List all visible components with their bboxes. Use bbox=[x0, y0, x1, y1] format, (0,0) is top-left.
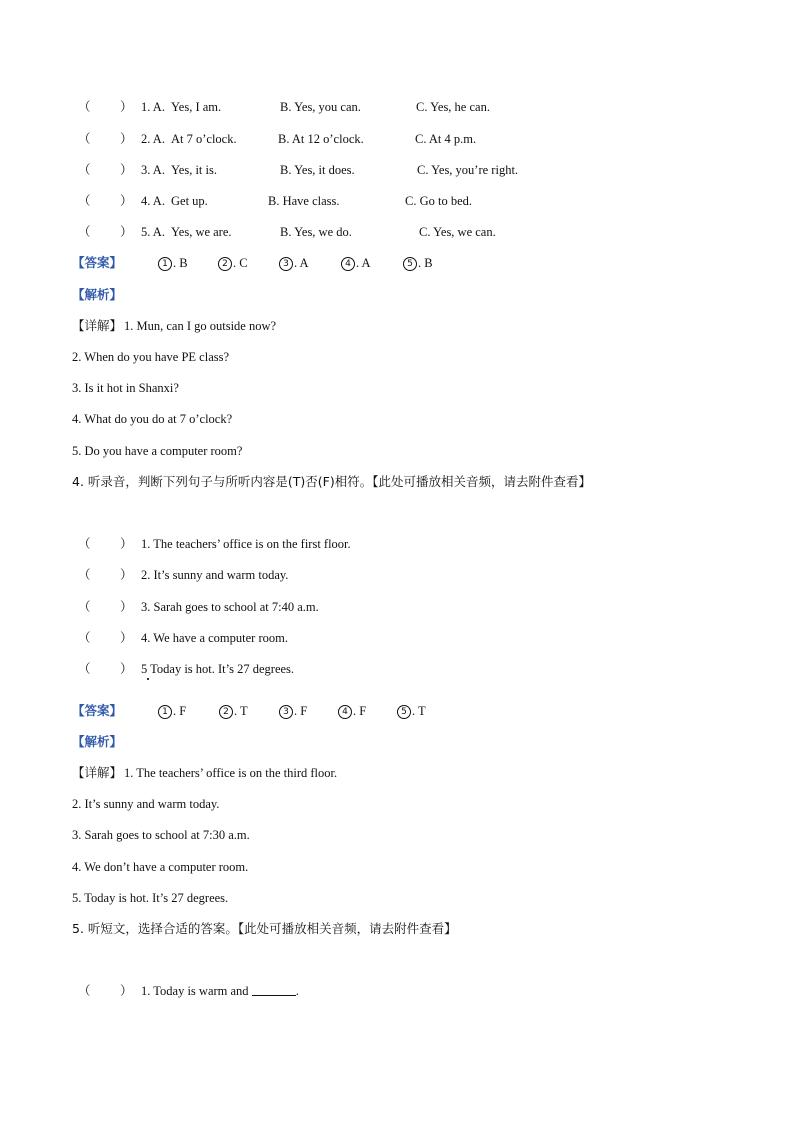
option-c: C. At 4 p.m. bbox=[415, 132, 477, 146]
option-a: Get up. bbox=[171, 194, 208, 208]
answer-value: . F bbox=[353, 704, 367, 718]
answer-5 bbox=[403, 255, 433, 271]
analysis-label: 【解析】 bbox=[72, 734, 123, 749]
answer-value: . B bbox=[418, 256, 433, 270]
close-paren: ） bbox=[120, 224, 133, 239]
open-paren: （ bbox=[78, 99, 91, 114]
question-number: 2. A. bbox=[141, 132, 165, 146]
answer-3 bbox=[279, 255, 309, 271]
option-b: B. Yes, we do. bbox=[280, 225, 352, 239]
close-paren: ） bbox=[120, 599, 133, 614]
answer-value: . F bbox=[294, 704, 308, 718]
answer-blank bbox=[252, 984, 296, 996]
section-heading: 5. 听短文，选择合适的答案。【此处可播放相关音频，请去附件查看】 bbox=[72, 921, 457, 936]
detail-text: 2. It’s sunny and warm today. bbox=[72, 797, 220, 811]
detail-text: 1. Mun, can I go outside now? bbox=[124, 319, 277, 333]
answer-5 bbox=[397, 703, 426, 719]
open-paren: （ bbox=[78, 661, 91, 676]
option-b: B. At 12 o’clock. bbox=[278, 132, 364, 146]
detail-text: 2. When do you have PE class? bbox=[72, 350, 230, 364]
question-text-with-blank bbox=[141, 983, 299, 999]
question-text: 1. The teachers’ office is on the first floor. bbox=[141, 537, 351, 551]
option-a: Yes, it is. bbox=[171, 163, 217, 177]
circled-number: 4 bbox=[341, 257, 355, 271]
analysis-label: 【解析】 bbox=[72, 287, 123, 302]
detail-label: 【详解】 bbox=[72, 765, 123, 780]
circled-number: 4 bbox=[338, 705, 352, 719]
answer-4 bbox=[338, 703, 366, 719]
answer-2 bbox=[219, 703, 248, 719]
close-paren: ） bbox=[120, 661, 133, 676]
open-paren: （ bbox=[78, 983, 91, 998]
open-paren: （ bbox=[78, 131, 91, 146]
answer-3 bbox=[279, 703, 307, 719]
question-text: 2. It’s sunny and warm today. bbox=[141, 568, 289, 582]
open-paren: （ bbox=[78, 567, 91, 582]
circled-number: 2 bbox=[218, 257, 232, 271]
option-b: B. Yes, it does. bbox=[280, 163, 355, 177]
answer-label: 【答案】 bbox=[72, 255, 123, 270]
close-paren: ） bbox=[120, 162, 133, 177]
answer-1 bbox=[158, 703, 186, 719]
answer-value: . B bbox=[173, 256, 188, 270]
detail-text: 4. We don’t have a computer room. bbox=[72, 860, 249, 874]
detail-text: 3. Sarah goes to school at 7:30 a.m. bbox=[72, 828, 250, 842]
close-paren: ） bbox=[120, 983, 133, 998]
question-number: 1. A. bbox=[141, 100, 165, 114]
circled-number: 1 bbox=[158, 705, 172, 719]
answer-value: . T bbox=[412, 704, 426, 718]
question-text: 1. Today is warm and bbox=[141, 984, 249, 998]
answer-value: . C bbox=[233, 256, 248, 270]
answer-value: . T bbox=[234, 704, 248, 718]
close-paren: ） bbox=[120, 567, 133, 582]
answer-value: . A bbox=[356, 256, 371, 270]
open-paren: （ bbox=[78, 193, 91, 208]
close-paren: ） bbox=[120, 193, 133, 208]
open-paren: （ bbox=[78, 224, 91, 239]
answer-label: 【答案】 bbox=[72, 703, 123, 718]
answer-4 bbox=[341, 255, 371, 271]
option-c: C. Yes, he can. bbox=[416, 100, 490, 114]
question-number: 3. A. bbox=[141, 163, 165, 177]
close-paren: ） bbox=[120, 99, 133, 114]
answer-2 bbox=[218, 255, 248, 271]
detail-text: 3. Is it hot in Shanxi? bbox=[72, 381, 179, 395]
circled-number: 1 bbox=[158, 257, 172, 271]
circled-number: 5 bbox=[397, 705, 411, 719]
circled-number: 5 bbox=[403, 257, 417, 271]
answer-value: . A bbox=[294, 256, 309, 270]
option-a: At 7 o’clock. bbox=[171, 132, 237, 146]
detail-text: 1. The teachers’ office is on the third floor. bbox=[124, 766, 338, 780]
detail-text: 5. Today is hot. It’s 27 degrees. bbox=[72, 891, 229, 905]
circled-number: 2 bbox=[219, 705, 233, 719]
stray-dot bbox=[147, 678, 149, 680]
open-paren: （ bbox=[78, 536, 91, 551]
answer-value: . F bbox=[173, 704, 187, 718]
circled-number: 3 bbox=[279, 705, 293, 719]
question-text: 3. Sarah goes to school at 7:40 a.m. bbox=[141, 600, 319, 614]
option-b: B. Yes, you can. bbox=[280, 100, 361, 114]
option-c: C. Yes, we can. bbox=[419, 225, 496, 239]
close-paren: ） bbox=[120, 536, 133, 551]
question-text: 4. We have a computer room. bbox=[141, 631, 288, 645]
answer-1 bbox=[158, 255, 188, 271]
option-b: B. Have class. bbox=[268, 194, 340, 208]
option-a: Yes, I am. bbox=[171, 100, 222, 114]
section-heading: 4. 听录音，判断下列句子与所听内容是(T)否(F)相符。【此处可播放相关音频，请去附件查看】 bbox=[72, 474, 591, 489]
close-paren: ） bbox=[120, 630, 133, 645]
question-text: 5 Today is hot. It’s 27 degrees. bbox=[141, 662, 295, 676]
question-number: 5. A. bbox=[141, 225, 165, 239]
open-paren: （ bbox=[78, 599, 91, 614]
blank-end: . bbox=[295, 984, 299, 998]
option-a: Yes, we are. bbox=[171, 225, 232, 239]
detail-text: 4. What do you do at 7 o’clock? bbox=[72, 412, 233, 426]
open-paren: （ bbox=[78, 162, 91, 177]
detail-label: 【详解】 bbox=[72, 318, 123, 333]
option-c: C. Go to bed. bbox=[405, 194, 473, 208]
close-paren: ） bbox=[120, 131, 133, 146]
open-paren: （ bbox=[78, 630, 91, 645]
option-c: C. Yes, you’re right. bbox=[417, 163, 519, 177]
question-number: 4. A. bbox=[141, 194, 165, 208]
circled-number: 3 bbox=[279, 257, 293, 271]
detail-text: 5. Do you have a computer room? bbox=[72, 444, 243, 458]
